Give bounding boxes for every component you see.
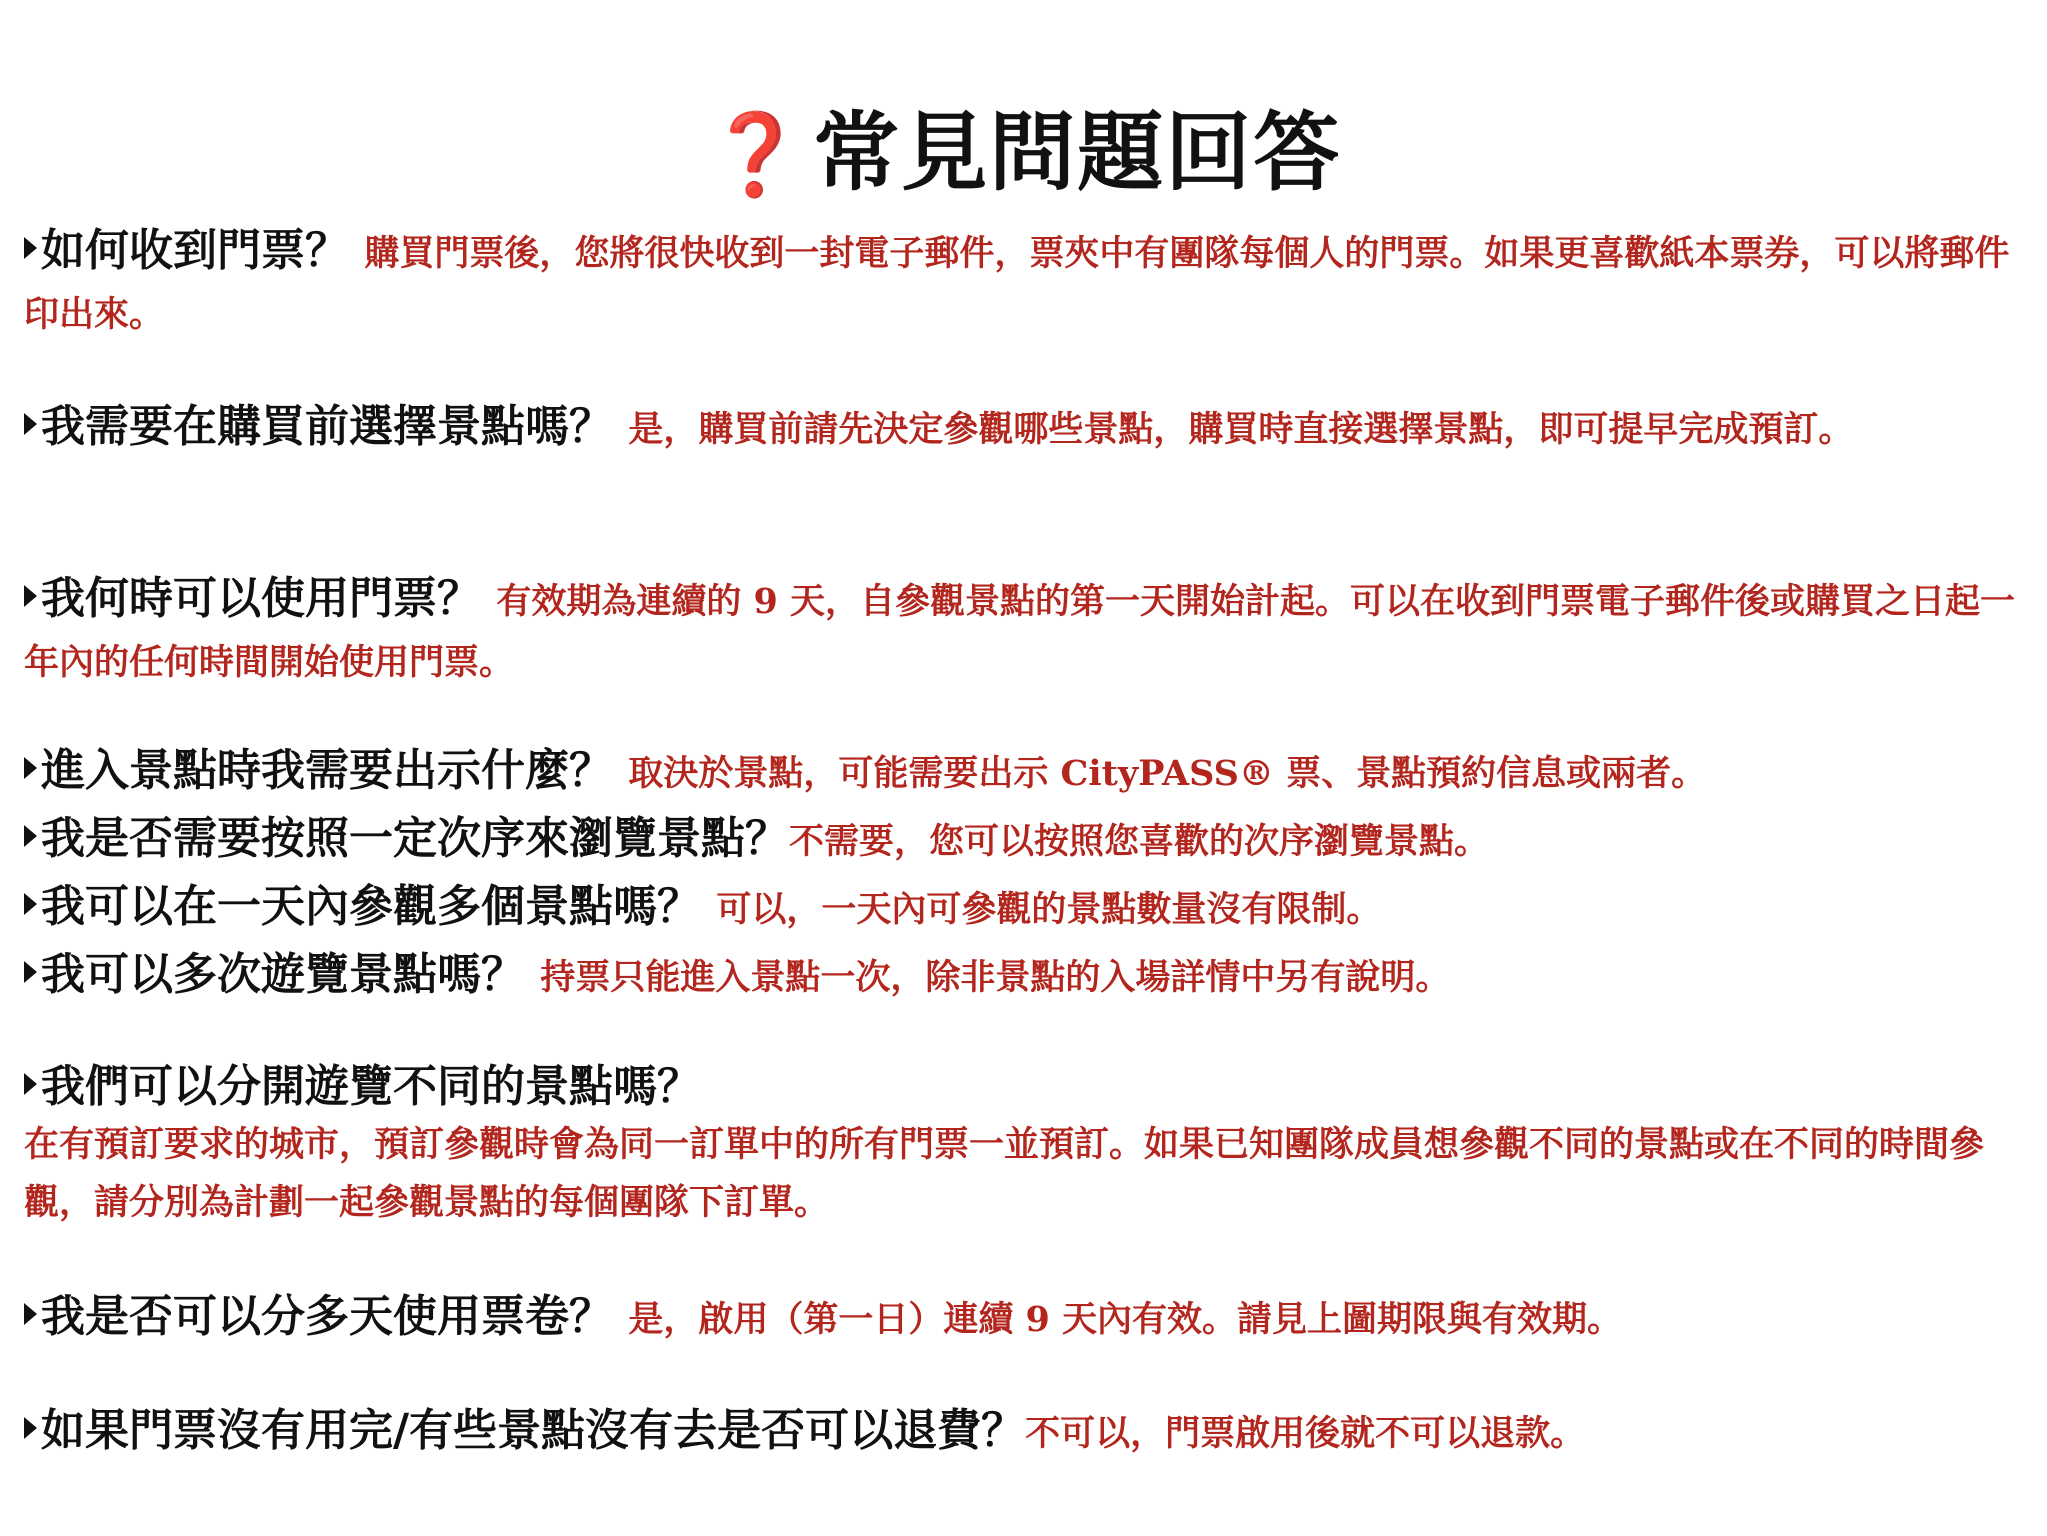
faq-question-row	[24, 1288, 2024, 1349]
faq-answer: 取決於景點，可能需要出示 CityPASS® 票、景點預約信息或兩者。	[628, 753, 1707, 794]
bullet-triangle-icon	[24, 1303, 37, 1325]
faq-question: 我們可以分開遊覽不同的景點嗎？	[41, 1061, 701, 1112]
faq-question: 我何時可以使用門票？	[41, 573, 481, 624]
page-title-text: 常見問題回答	[813, 102, 1342, 203]
bullet-triangle-icon	[24, 585, 37, 607]
faq-item-separate-visits	[24, 1058, 2024, 1232]
bullet-triangle-icon	[24, 757, 37, 779]
faq-answer: 有效期為連續的 9 天，自參觀景點的第一天開始計起。可以在收到門票電子郵件後或購買之日起一年內的任何時間開始使用門票。	[24, 581, 2016, 683]
faq-question: 我可以在一天內參觀多個景點嗎？	[41, 881, 701, 932]
faq-question-row	[24, 570, 2024, 692]
faq-question: 進入景點時我需要出示什麼？	[41, 745, 613, 796]
faq-question-row	[24, 742, 2024, 803]
bullet-triangle-icon	[24, 1073, 37, 1095]
faq-item-what-to-show	[24, 742, 2024, 803]
faq-item-refund	[24, 1402, 2024, 1463]
bullet-triangle-icon	[24, 413, 37, 435]
faq-answer: 在有預訂要求的城市，預訂參觀時會為同一訂單中的所有門票一並預訂。如果已知團隊成員想參觀不同的景點或在不同的時間參觀，請分別為計劃一起參觀景點的每個團隊下訂單。	[24, 1124, 1985, 1223]
faq-question: 我可以多次遊覽景點嗎？	[41, 949, 525, 1000]
faq-question-row	[24, 1402, 2024, 1463]
bullet-triangle-icon	[24, 825, 37, 847]
faq-question: 我是否需要按照一定次序來瀏覽景點？	[41, 813, 789, 864]
faq-question-row	[24, 810, 2024, 871]
faq-question-row	[24, 1058, 2024, 1116]
faq-question-row	[24, 398, 2024, 459]
faq-item-choose-attractions	[24, 398, 2024, 459]
faq-question: 我是否可以分多天使用票卷？	[41, 1291, 613, 1342]
page-title	[0, 98, 2047, 209]
faq-item-when-use	[24, 570, 2024, 692]
faq-question: 我需要在購買前選擇景點嗎？	[41, 401, 613, 452]
faq-answer: 不需要，您可以按照您喜歡的次序瀏覽景點。	[789, 821, 1490, 862]
faq-item-revisit	[24, 946, 2024, 1007]
faq-question-row	[24, 878, 2024, 939]
question-mark-icon: ❓	[705, 107, 808, 201]
faq-question-row	[24, 946, 2024, 1007]
faq-item-order	[24, 810, 2024, 871]
faq-answer: 持票只能進入景點一次，除非景點的入場詳情中另有說明。	[540, 957, 1451, 998]
faq-answer: 是，啟用（第一日）連續 9 天內有效。請見上圖期限與有效期。	[628, 1299, 1623, 1340]
faq-answer: 購買門票後，您將很快收到一封電子郵件，票夾中有團隊每個人的門票。如果更喜歡紙本票券，可以將郵件印出來。	[24, 233, 2010, 335]
faq-question: 如果門票沒有用完/有些景點沒有去是否可以退費？	[41, 1405, 1026, 1456]
faq-question: 如何收到門票？	[41, 225, 349, 276]
faq-item-multiple-per-day	[24, 878, 2024, 939]
bullet-triangle-icon	[24, 1417, 37, 1439]
faq-question-row	[24, 222, 2024, 344]
bullet-triangle-icon	[24, 961, 37, 983]
bullet-triangle-icon	[24, 237, 37, 259]
bullet-triangle-icon	[24, 893, 37, 915]
faq-answer: 不可以，門票啟用後就不可以退款。	[1025, 1413, 1586, 1454]
faq-answer: 是，購買前請先決定參觀哪些景點，購買時直接選擇景點，即可提早完成預訂。	[628, 409, 1854, 450]
faq-item-receive-tickets	[24, 222, 2024, 344]
faq-item-multi-day	[24, 1288, 2024, 1349]
faq-answer: 可以，一天內可參觀的景點數量沒有限制。	[716, 889, 1382, 930]
